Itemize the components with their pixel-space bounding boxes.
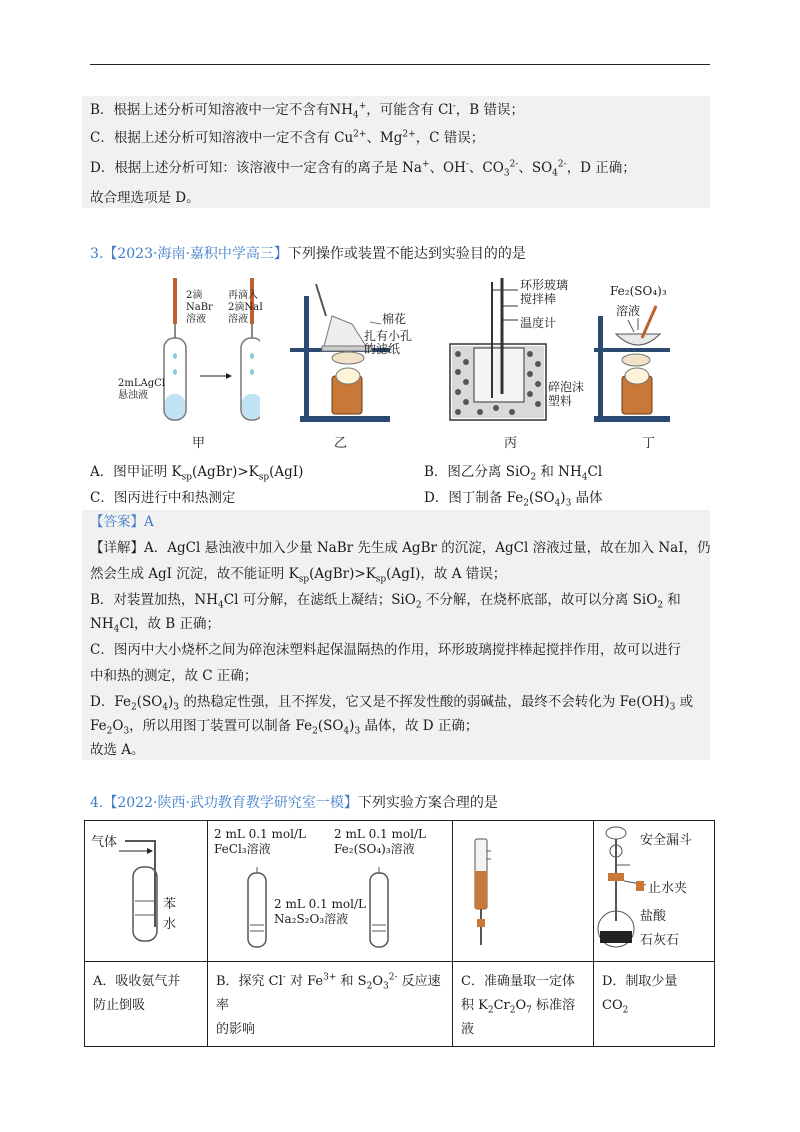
- cell-option-b: B．探究 Cl- 对 $Fe^{3+}$ 和 $S_2O_3^{2-}$ 反应速率 的影响: [208, 962, 453, 1047]
- question-source-tag: 【2022·陕西·武功教育教学研究室一模】: [103, 795, 358, 811]
- answer-label: 【答案】A: [90, 514, 154, 530]
- cell-figure-d: [594, 821, 715, 962]
- explain-q3-line-1: 【详解】A．AgCl 悬浊液中加入少量 NaBr 先生成 AgBr 的沉淀，AgCl 溶液过量，故在加入 NaI，仍: [90, 540, 711, 556]
- b-right-label: 2 mL 0.1 mol/L Fe₂(SO₄)₃溶液: [334, 827, 426, 856]
- table-row-options: [85, 962, 715, 1047]
- explain-line-c: C．根据上述分析可知溶液中一定不含有 $Cu^{2+}$、$Mg^{2+}$，C 错误；: [90, 129, 485, 146]
- question-stem: 下列操作或装置不能达到实验目的的是: [287, 246, 526, 262]
- explain-q3-line-6: 中和热的测定，故 C 正确；: [90, 668, 258, 684]
- explain-q3-line-4: $NH_4Cl$，故 B 正确；: [90, 616, 220, 635]
- explain-line-d: D．根据上述分析可知：该溶液中一定含有的离子是 Na+、OH-、$CO_3^{2-}$、$SO_4^{2-}$，D 正确；: [90, 159, 636, 179]
- yi-paper-label: 扎有小孔 的滤纸: [364, 329, 413, 356]
- d-stone-label: 石灰石: [640, 933, 680, 948]
- yi-cotton-label: 棉花: [382, 312, 407, 326]
- bing-foam-label: 碎泡沫 塑料: [548, 380, 585, 408]
- d-acid-label: 盐酸: [640, 909, 667, 924]
- figure-ding: [590, 276, 710, 426]
- cell-option-c: C．准确量取一定体 积 $K_2Cr_2O_7$ 标准溶液: [453, 962, 594, 1047]
- q3-figures: [90, 276, 710, 456]
- bing-rod-label: 环形玻璃 搅拌棒: [520, 278, 569, 306]
- caption-jia: 甲: [192, 436, 206, 451]
- explain-q3-line-7: D．$Fe_2(SO_4)_3$ 的热稳定性强，且不挥发，它又是不挥发性酸的弱碱盐，最终不会转化为 $Fe(OH)_3$ 或: [90, 694, 694, 713]
- question-3-heading: [90, 243, 526, 263]
- cell-option-d: D．制取少量 $CO_2$: [594, 962, 715, 1047]
- figure-jia: [118, 276, 264, 426]
- b-mid-label: 2 mL 0.1 mol/L Na₂S₂O₃溶液: [274, 897, 366, 926]
- explain-conclusion: 故合理选项是 D。: [90, 190, 200, 206]
- explain-q3-line-5: C．图丙中大小烧杯之间为碎泡沫塑料起保温隔热的作用，环形玻璃搅拌棒起搅拌作用，故可以进行: [90, 642, 681, 658]
- explain-q3-line-2: 然会生成 AgI 沉淀，故不能证明 $K_{sp}(AgBr)>K_{sp}(AgI)$，故 A 错误；: [90, 566, 507, 585]
- burette-illustration: [453, 821, 593, 961]
- explain-q3-line-9: 故选 A。: [90, 742, 145, 758]
- question-source-tag: 【2023·海南·嘉积中学高三】: [103, 246, 288, 262]
- evaporation-apparatus-illustration: [590, 276, 710, 426]
- d-clamp-label: 止水夹: [648, 881, 688, 896]
- figure-yi: [286, 276, 426, 426]
- question-number: 3.: [90, 246, 104, 262]
- header-rule: [90, 64, 710, 65]
- cell-figure-c: [453, 821, 594, 962]
- figure-bing: [440, 276, 590, 426]
- question-4-heading: [90, 792, 498, 812]
- caption-ding: 丁: [642, 436, 656, 451]
- bing-therm-label: 温度计: [520, 316, 557, 330]
- a-benzene-label: 苯: [163, 897, 177, 912]
- q3-option-c: C．图丙进行中和热测定: [90, 490, 236, 506]
- table-row-figures: [85, 821, 715, 962]
- explain-q3-line-3: B．对装置加热，$NH_4Cl$ 可分解，在滤纸上凝结；SiO$_2$ 不分解，在烧杯底部，故可以分离 SiO$_2$ 和: [90, 592, 681, 611]
- ding-chem-label: Fe₂(SO₄)₃: [610, 284, 667, 298]
- jia-agcl-label: 2mLAgCl 悬浊液: [118, 378, 165, 401]
- b-left-label: 2 mL 0.1 mol/L FeCl₃溶液: [214, 827, 306, 856]
- caption-yi: 乙: [334, 436, 348, 451]
- q4-options-table: [84, 820, 715, 1047]
- q3-option-a: A．图甲证明 $K_{sp}(AgBr)>K_{sp}(AgI)$: [90, 464, 304, 483]
- cell-option-a: A．吸收氨气并 防止倒吸: [85, 962, 208, 1047]
- d-funnel-label: 安全漏斗: [640, 833, 693, 848]
- explain-q3-line-8: $Fe_2O_3$，所以用图丁装置可以制备 $Fe_2(SO_4)_3$ 晶体，故 D 正确；: [90, 718, 479, 737]
- a-water-label: 水: [163, 917, 177, 932]
- ding-sol-label: 溶液: [616, 304, 641, 318]
- a-gas-label: 气体: [91, 835, 118, 850]
- question-stem: 下列实验方案合理的是: [357, 795, 498, 811]
- question-number: 4.: [90, 795, 104, 811]
- jia-re-label: 再滴入 2滴NaI 溶液: [228, 290, 264, 325]
- q3-option-d: D．图丁制备 $Fe_2(SO_4)_3$ 晶体: [424, 490, 603, 509]
- caption-bing: 丙: [504, 436, 518, 451]
- cell-figure-a: [85, 821, 208, 962]
- explain-line-b: B．根据上述分析可知溶液中一定不含有$NH_4^+$，可能含有 Cl-，B 错误；: [90, 101, 525, 121]
- cell-figure-b: [208, 821, 453, 962]
- q3-option-b: B．图乙分离 SiO$_2$ 和 $NH_4Cl$: [424, 464, 603, 483]
- jia-drop-label: 2滴 NaBr 溶液: [186, 290, 213, 325]
